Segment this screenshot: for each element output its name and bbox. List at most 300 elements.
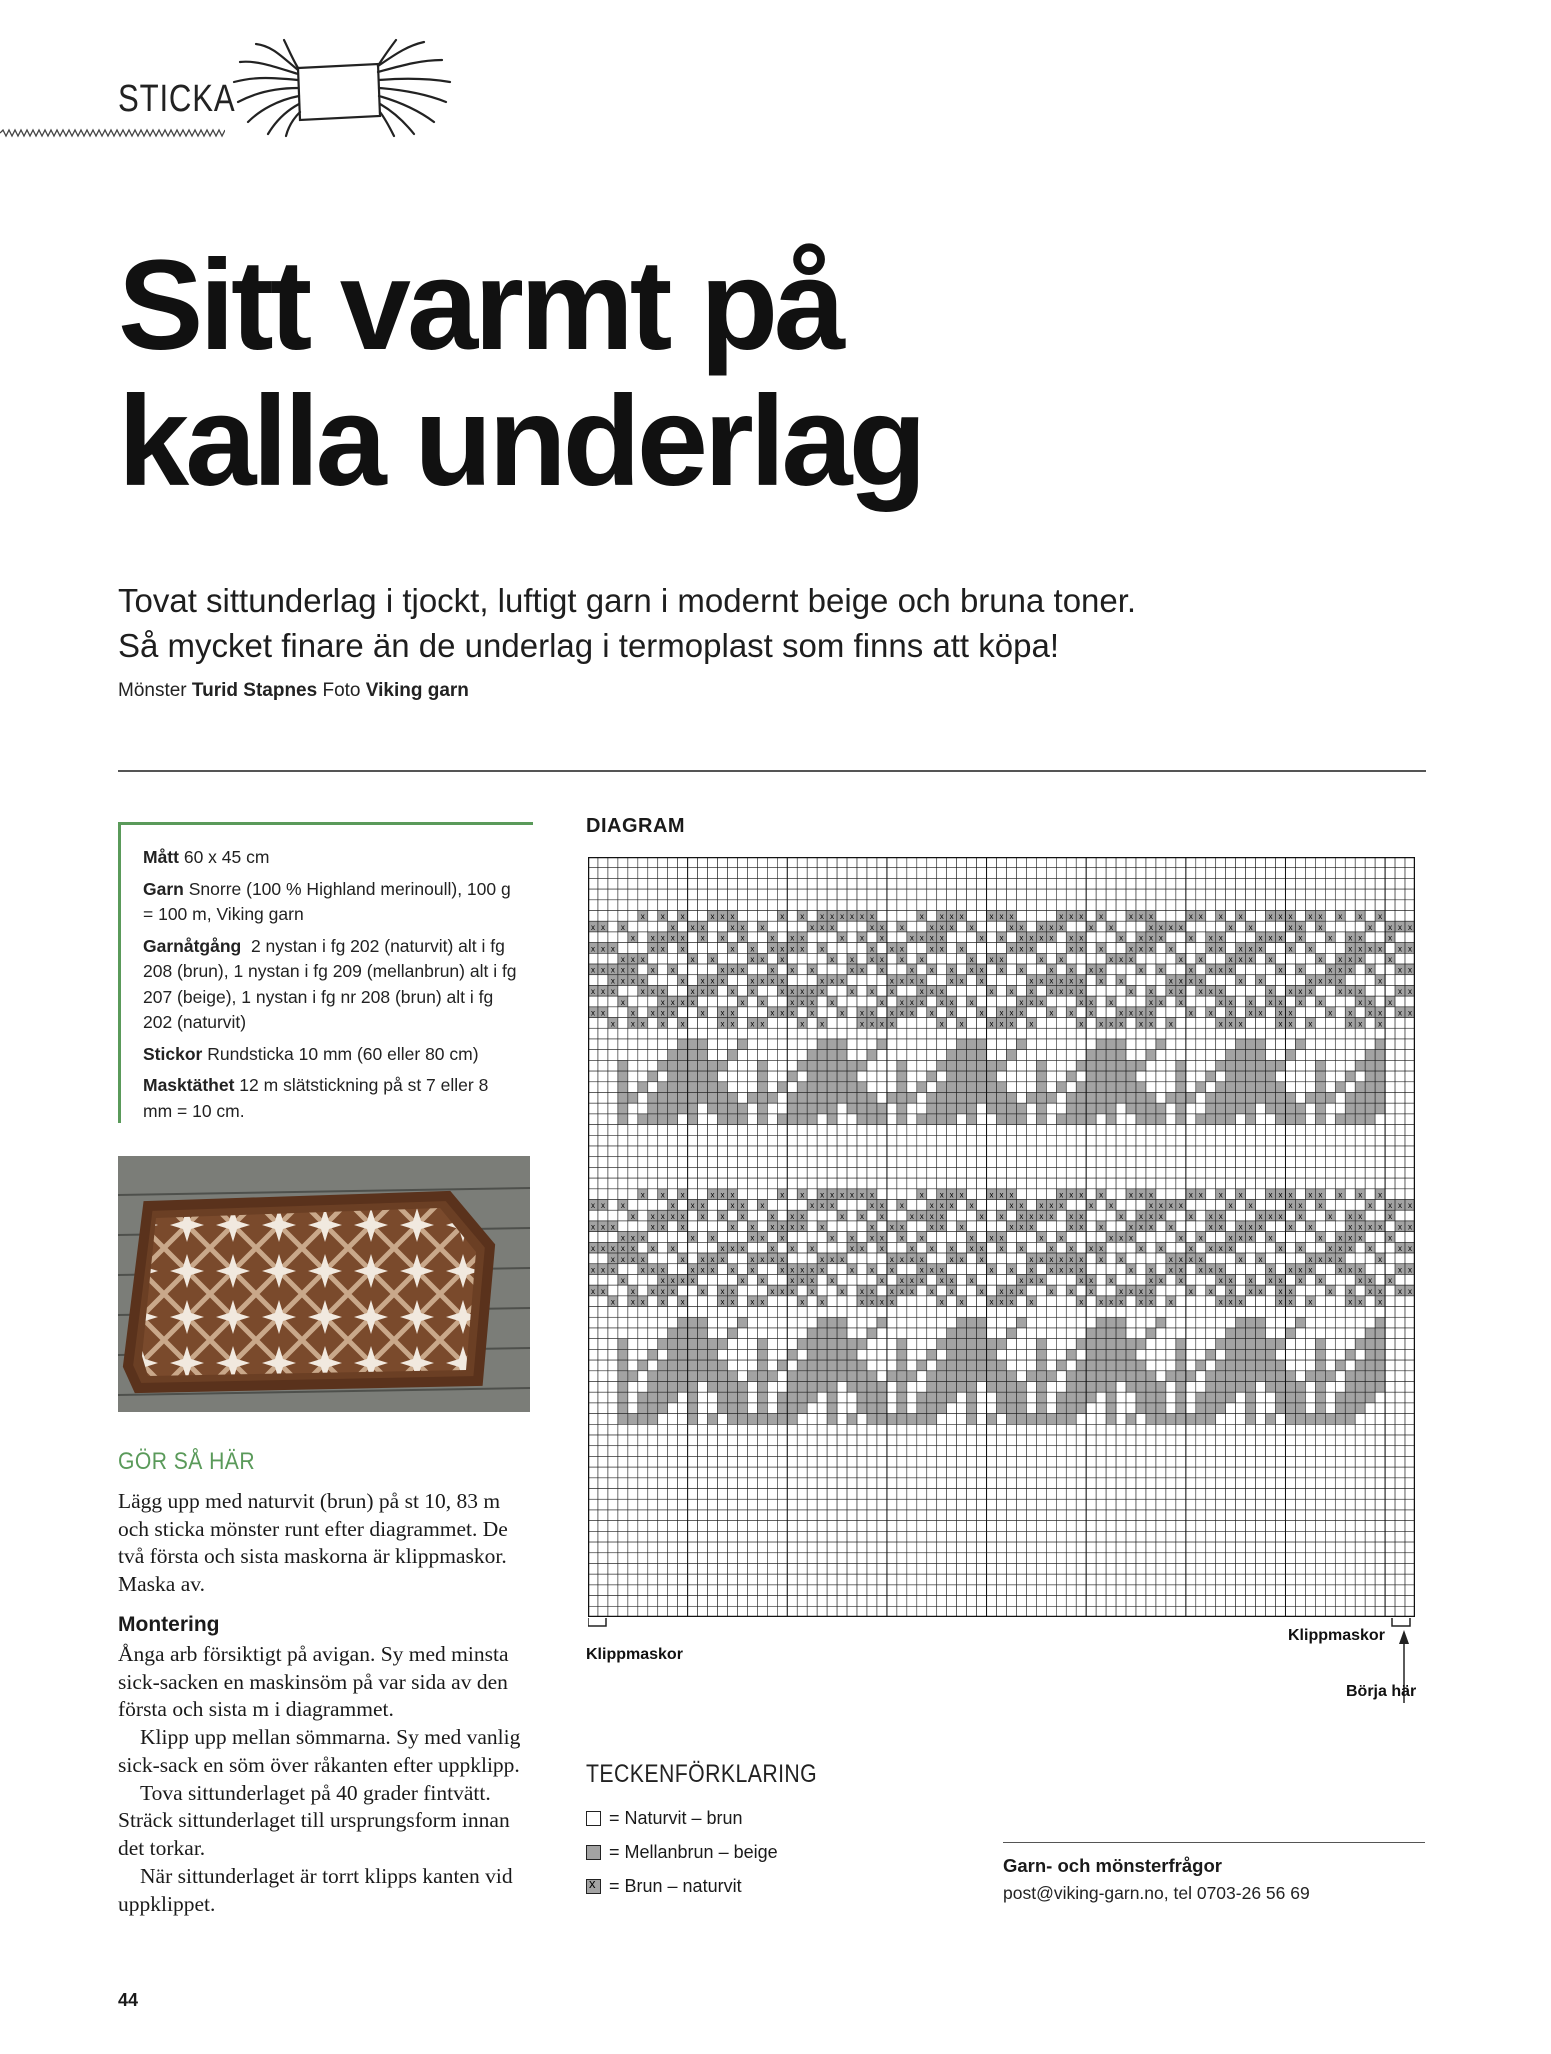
- chart-cell: [997, 1050, 1007, 1061]
- chart-cell: [718, 900, 728, 911]
- chart-cell: [638, 1210, 648, 1221]
- chart-cell-mark: x: [1358, 987, 1363, 997]
- chart-cell: [1365, 1371, 1375, 1382]
- chart-cell: [1315, 1360, 1325, 1371]
- chart-cell-mark: x: [1109, 922, 1114, 932]
- chart-cell: [1076, 1371, 1086, 1382]
- chart-cell-mark: x: [1308, 944, 1313, 954]
- chart-cell-mark: x: [710, 1254, 715, 1264]
- chart-cell: [708, 1200, 718, 1211]
- chart-cell: [1006, 1242, 1016, 1253]
- chart-cell-mark: x: [620, 1276, 625, 1286]
- chart-cell: [867, 889, 877, 900]
- chart-cell: [1106, 1285, 1116, 1296]
- chart-cell: [1295, 857, 1305, 868]
- chart-cell: [668, 1050, 678, 1061]
- chart-cell: [747, 964, 757, 975]
- chart-cell: [837, 1018, 847, 1029]
- chart-cell: [1056, 1125, 1066, 1136]
- chart-cell: [947, 1135, 957, 1146]
- info-stickor: [143, 1042, 521, 1068]
- chart-cell: [847, 1157, 857, 1168]
- chart-cell: [837, 964, 847, 975]
- chart-cell: [1086, 1028, 1096, 1039]
- chart-cell: [1206, 1178, 1216, 1189]
- chart-cell: [927, 1018, 937, 1029]
- chart-cell: [847, 1200, 857, 1211]
- chart-cell: [1206, 911, 1216, 922]
- chart-cell-mark: x: [680, 1211, 685, 1221]
- chart-cell: [867, 1317, 877, 1328]
- chart-cell: [1365, 1189, 1375, 1200]
- chart-cell: [997, 921, 1007, 932]
- chart-cell-mark: x: [610, 1222, 615, 1232]
- chart-cell-mark: x: [999, 912, 1004, 922]
- chart-cell: [588, 1018, 598, 1029]
- chart-cell: [807, 1018, 817, 1029]
- chart-cell: [1016, 1028, 1026, 1039]
- chart-cell: [727, 1339, 737, 1350]
- chart-cell: [688, 1167, 698, 1178]
- chart-cell: [747, 1092, 757, 1103]
- chart-cell: [1066, 1360, 1076, 1371]
- chart-cell: [1096, 1146, 1106, 1157]
- chart-cell-mark: x: [999, 933, 1004, 943]
- chart-cell: [668, 857, 678, 868]
- chart-cell: [1216, 1039, 1226, 1050]
- chart-cell: [1186, 921, 1196, 932]
- chart-cell: [688, 1328, 698, 1339]
- chart-cell-mark: x: [1119, 1254, 1124, 1264]
- chart-cell: [608, 1146, 618, 1157]
- chart-cell: [1355, 1146, 1365, 1157]
- chart-cell: [1305, 1157, 1315, 1168]
- chart-cell-mark: x: [810, 1276, 815, 1286]
- chart-cell-mark: x: [969, 1201, 974, 1211]
- chart-cell: [1096, 889, 1106, 900]
- chart-cell-mark: x: [710, 912, 715, 922]
- chart-cell: [648, 1371, 658, 1382]
- chart-cell-mark: x: [630, 1019, 635, 1029]
- chart-cell: [967, 868, 977, 879]
- chart-cell: [1226, 889, 1236, 900]
- chart-cell: [777, 1178, 787, 1189]
- chart-cell: [1116, 1146, 1126, 1157]
- chart-cell-mark: x: [869, 1222, 874, 1232]
- chart-cell-mark: x: [1398, 965, 1403, 975]
- chart-cell: [917, 964, 927, 975]
- chart-cell: [588, 1382, 598, 1393]
- chart-cell-mark: x: [1178, 976, 1183, 986]
- chart-cell: [708, 1157, 718, 1168]
- chart-cell: [1116, 1264, 1126, 1275]
- chart-cell: [887, 1135, 897, 1146]
- chart-cell-mark: x: [1208, 1265, 1213, 1275]
- chart-cell: [1266, 878, 1276, 889]
- chart-cell: [588, 1349, 598, 1360]
- chart-cell: [1026, 868, 1036, 879]
- chart-cell-mark: x: [1079, 1222, 1084, 1232]
- chart-cell: [907, 1146, 917, 1157]
- chart-cell: [688, 1242, 698, 1253]
- chart-cell: [757, 1285, 767, 1296]
- chart-cell: [668, 1125, 678, 1136]
- chart-cell-mark: x: [1009, 944, 1014, 954]
- chart-cell: [1266, 1349, 1276, 1360]
- chart-cell-mark: x: [1009, 922, 1014, 932]
- chart-cell-mark: x: [690, 1265, 695, 1275]
- chart-cell: [1116, 1274, 1126, 1285]
- chart-cell: [967, 1071, 977, 1082]
- chart-cell: [1016, 1157, 1026, 1168]
- chart-cell: [608, 1092, 618, 1103]
- chart-cell: [1325, 1146, 1335, 1157]
- chart-cell-mark: x: [650, 1244, 655, 1254]
- chart-cell: [1046, 1317, 1056, 1328]
- chart-cell: [1325, 1232, 1335, 1243]
- chart-cell: [598, 900, 608, 911]
- info-garn-value: Snorre (100 % Highland merinoull), 100 g = 100 m, Viking garn: [143, 878, 511, 925]
- chart-cell-mark: x: [1288, 1286, 1293, 1296]
- chart-cell: [967, 889, 977, 900]
- chart-cell: [887, 1082, 897, 1093]
- chart-cell: [1276, 1082, 1286, 1093]
- chart-cell: [1395, 1092, 1405, 1103]
- chart-cell: [668, 1092, 678, 1103]
- chart-cell: [947, 1125, 957, 1136]
- chart-cell: [588, 889, 598, 900]
- chart-cell: [857, 1317, 867, 1328]
- chart-cell: [1136, 1253, 1146, 1264]
- chart-cell-mark: x: [1208, 1008, 1213, 1018]
- section-label: STICKA: [118, 78, 236, 120]
- chart-cell: [817, 953, 827, 964]
- chart-cell: [1355, 1360, 1365, 1371]
- chart-cell-mark: x: [1338, 1233, 1343, 1243]
- chart-cell: [1166, 1157, 1176, 1168]
- chart-cell: [628, 1349, 638, 1360]
- chart-cell: [877, 1317, 887, 1328]
- chart-cell-mark: x: [670, 1201, 675, 1211]
- chart-cell: [598, 889, 608, 900]
- chart-cell: [877, 1114, 887, 1125]
- chart-cell: [997, 1157, 1007, 1168]
- chart-cell: [817, 1082, 827, 1093]
- chart-cell-mark: x: [670, 1211, 675, 1221]
- chart-cell: [897, 1028, 907, 1039]
- chart-cell: [807, 1146, 817, 1157]
- chart-cell: [1146, 1146, 1156, 1157]
- chart-cell-mark: x: [1178, 922, 1183, 932]
- chart-cell: [1186, 1328, 1196, 1339]
- chart-cell-mark: x: [670, 1286, 675, 1296]
- chart-cell: [867, 1328, 877, 1339]
- chart-cell-mark: x: [899, 1233, 904, 1243]
- chart-cell: [718, 1135, 728, 1146]
- chart-cell: [987, 1360, 997, 1371]
- chart-cell-mark: x: [720, 933, 725, 943]
- chart-cell: [957, 1039, 967, 1050]
- chart-cell-mark: x: [1119, 976, 1124, 986]
- chart-cell-mark: x: [720, 1254, 725, 1264]
- chart-cell: [1276, 878, 1286, 889]
- chart-cell: [1216, 868, 1226, 879]
- chart-cell-mark: x: [720, 1190, 725, 1200]
- chart-cell: [1395, 1135, 1405, 1146]
- chart-cell: [837, 921, 847, 932]
- chart-cell: [1246, 1178, 1256, 1189]
- chart-cell: [1206, 1082, 1216, 1093]
- chart-cell: [837, 1339, 847, 1350]
- chart-cell-mark: x: [610, 976, 615, 986]
- chart-cell: [668, 1028, 678, 1039]
- chart-cell: [817, 1157, 827, 1168]
- chart-cell: [837, 1050, 847, 1061]
- chart-cell: [1136, 1060, 1146, 1071]
- chart-cell: [678, 1178, 688, 1189]
- chart-cell: [1295, 1253, 1305, 1264]
- chart-cell-mark: x: [1109, 1233, 1114, 1243]
- chart-cell-mark: x: [850, 955, 855, 965]
- chart-cell: [817, 1050, 827, 1061]
- chart-cell: [857, 1028, 867, 1039]
- chart-cell: [1086, 1339, 1096, 1350]
- chart-cell: [628, 911, 638, 922]
- chart-cell: [1395, 975, 1405, 986]
- chart-cell-mark: x: [1019, 997, 1024, 1007]
- chart-cell: [797, 1307, 807, 1318]
- chart-cell-mark: x: [1168, 1297, 1173, 1307]
- chart-cell: [1136, 1039, 1146, 1050]
- chart-cell: [1186, 1135, 1196, 1146]
- chart-cell: [1405, 1071, 1415, 1082]
- chart-cell: [1236, 1050, 1246, 1061]
- chart-cell-mark: x: [1318, 1233, 1323, 1243]
- chart-cell: [737, 889, 747, 900]
- chart-cell-mark: x: [650, 987, 655, 997]
- chart-cell: [1365, 1157, 1375, 1168]
- chart-cell: [757, 1103, 767, 1114]
- chart-cell: [1246, 1050, 1256, 1061]
- chart-cell: [1216, 1050, 1226, 1061]
- chart-cell: [877, 1360, 887, 1371]
- chart-cell: [767, 1264, 777, 1275]
- chart-cell: [1365, 1125, 1375, 1136]
- chart-cell: [598, 1274, 608, 1285]
- chart-cell: [727, 878, 737, 889]
- chart-cell: [688, 889, 698, 900]
- chart-cell: [658, 1114, 668, 1125]
- chart-cell: [1355, 1103, 1365, 1114]
- chart-cell: [1365, 1060, 1375, 1071]
- chart-cell: [708, 1178, 718, 1189]
- chart-cell: [1246, 1018, 1256, 1029]
- chart-cell: [997, 1060, 1007, 1071]
- chart-cell-mark: x: [1049, 965, 1054, 975]
- chart-cell: [658, 1360, 668, 1371]
- chart-cell: [1186, 1060, 1196, 1071]
- chart-cell: [598, 878, 608, 889]
- chart-cell: [1405, 1060, 1415, 1071]
- chart-cell: [1106, 964, 1116, 975]
- chart-cell: [1086, 1071, 1096, 1082]
- chart-cell: [1345, 1200, 1355, 1211]
- chart-cell: [897, 1307, 907, 1318]
- chart-cell-mark: x: [1338, 987, 1343, 997]
- chart-cell: [907, 1103, 917, 1114]
- chart-cell: [628, 1114, 638, 1125]
- chart-cell: [1295, 911, 1305, 922]
- chart-cell: [997, 1221, 1007, 1232]
- chart-cell: [937, 1125, 947, 1136]
- chart-cell: [987, 857, 997, 868]
- chart-cell: [1405, 1210, 1415, 1221]
- chart-cell: [1375, 1039, 1385, 1050]
- chart-cell-mark: x: [1248, 955, 1253, 965]
- chart-cell: [897, 1135, 907, 1146]
- chart-cell: [1206, 889, 1216, 900]
- chart-cell: [1046, 1339, 1056, 1350]
- chart-cell: [947, 868, 957, 879]
- chart-cell: [1206, 1157, 1216, 1168]
- chart-cell-mark: x: [1228, 965, 1233, 975]
- chart-cell: [1216, 1157, 1226, 1168]
- chart-cell: [1216, 1232, 1226, 1243]
- chart-cell-mark: x: [830, 912, 835, 922]
- chart-cell-mark: x: [1089, 922, 1094, 932]
- chart-cell: [967, 1189, 977, 1200]
- chart-cell: [628, 1382, 638, 1393]
- chart-cell: [1325, 1274, 1335, 1285]
- chart-cell: [698, 857, 708, 868]
- chart-cell: [1375, 1232, 1385, 1243]
- chart-cell: [1016, 1328, 1026, 1339]
- chart-cell: [1046, 900, 1056, 911]
- chart-cell: [1236, 868, 1246, 879]
- chart-cell: [598, 857, 608, 868]
- chart-cell-mark: x: [1338, 912, 1343, 922]
- chart-cell: [1066, 1371, 1076, 1382]
- chart-cell: [1126, 1360, 1136, 1371]
- chart-cell: [757, 1167, 767, 1178]
- chart-cell: [1256, 1157, 1266, 1168]
- chart-cell-mark: x: [770, 965, 775, 975]
- chart-cell: [957, 1328, 967, 1339]
- chart-cell-mark: x: [879, 933, 884, 943]
- chart-cell: [1076, 1200, 1086, 1211]
- chart-cell: [618, 1210, 628, 1221]
- chart-cell: [1315, 1007, 1325, 1018]
- chart-cell: [638, 1103, 648, 1114]
- chart-cell: [1315, 1328, 1325, 1339]
- chart-cell: [877, 1146, 887, 1157]
- chart-cell: [1246, 1307, 1256, 1318]
- chart-cell: [847, 1349, 857, 1360]
- chart-cell-mark: x: [1069, 912, 1074, 922]
- chart-cell: [1116, 1135, 1126, 1146]
- chart-cell: [1256, 1050, 1266, 1061]
- chart-cell-mark: x: [1188, 965, 1193, 975]
- chart-cell: [917, 1103, 927, 1114]
- chart-cell-mark: x: [1198, 955, 1203, 965]
- chart-cell: [678, 1242, 688, 1253]
- chart-cell-mark: x: [660, 1286, 665, 1296]
- chart-cell: [1056, 1039, 1066, 1050]
- chart-cell: [698, 1028, 708, 1039]
- chart-cell: [777, 878, 787, 889]
- chart-cell: [1116, 1371, 1126, 1382]
- chart-cell-mark: x: [710, 955, 715, 965]
- chart-cell-mark: x: [949, 1201, 954, 1211]
- chart-cell: [1256, 996, 1266, 1007]
- chart-cell: [787, 1125, 797, 1136]
- chart-cell: [1295, 1360, 1305, 1371]
- chart-cell-mark: x: [1059, 912, 1064, 922]
- chart-cell: [1146, 1114, 1156, 1125]
- chart-cell: [1295, 1082, 1305, 1093]
- chart-cell-mark: x: [909, 965, 914, 975]
- chart-cell: [1156, 878, 1166, 889]
- chart-cell: [638, 1371, 648, 1382]
- chart-cell: [887, 932, 897, 943]
- chart-cell: [1355, 921, 1365, 932]
- chart-cell: [1256, 1296, 1266, 1307]
- chart-cell-mark: x: [1129, 912, 1134, 922]
- chart-cell: [718, 1232, 728, 1243]
- chart-cell: [927, 1103, 937, 1114]
- chart-cell: [1325, 1114, 1335, 1125]
- chart-cell: [737, 857, 747, 868]
- chart-cell-mark: x: [630, 933, 635, 943]
- chart-cell: [1305, 996, 1315, 1007]
- chart-cell: [1375, 1274, 1385, 1285]
- chart-cell: [1086, 1317, 1096, 1328]
- chart-cell: [897, 1157, 907, 1168]
- chart-cell-mark: x: [1328, 965, 1333, 975]
- chart-cell: [937, 1071, 947, 1082]
- chart-cell: [1375, 868, 1385, 879]
- chart-cell-mark: x: [670, 1276, 675, 1286]
- chart-cell-mark: x: [770, 944, 775, 954]
- chart-cell: [1305, 1200, 1315, 1211]
- chart-cell-mark: x: [640, 1190, 645, 1200]
- chart-cell: [1176, 1060, 1186, 1071]
- chart-cell: [628, 1371, 638, 1382]
- chart-cell: [987, 889, 997, 900]
- chart-cell: [688, 1071, 698, 1082]
- chart-cell-mark: x: [919, 1276, 924, 1286]
- chart-cell: [708, 1082, 718, 1093]
- chart-cell: [1385, 1082, 1395, 1093]
- chart-cell-mark: x: [949, 997, 954, 1007]
- chart-cell: [1295, 1018, 1305, 1029]
- chart-cell: [1106, 1039, 1116, 1050]
- chart-cell: [807, 911, 817, 922]
- chart-cell-mark: x: [1238, 912, 1243, 922]
- chart-cell: [1216, 1060, 1226, 1071]
- chart-cell: [598, 1178, 608, 1189]
- chart-cell: [1206, 1328, 1216, 1339]
- chart-cell: [1266, 889, 1276, 900]
- chart-cell: [817, 1178, 827, 1189]
- chart-cell: [698, 1103, 708, 1114]
- chart-cell-mark: x: [600, 922, 605, 932]
- chart-cell-mark: x: [750, 1297, 755, 1307]
- chart-cell: [967, 943, 977, 954]
- chart-cell: [867, 1114, 877, 1125]
- chart-cell: [1026, 1028, 1036, 1039]
- chart-cell-mark: x: [1278, 1244, 1283, 1254]
